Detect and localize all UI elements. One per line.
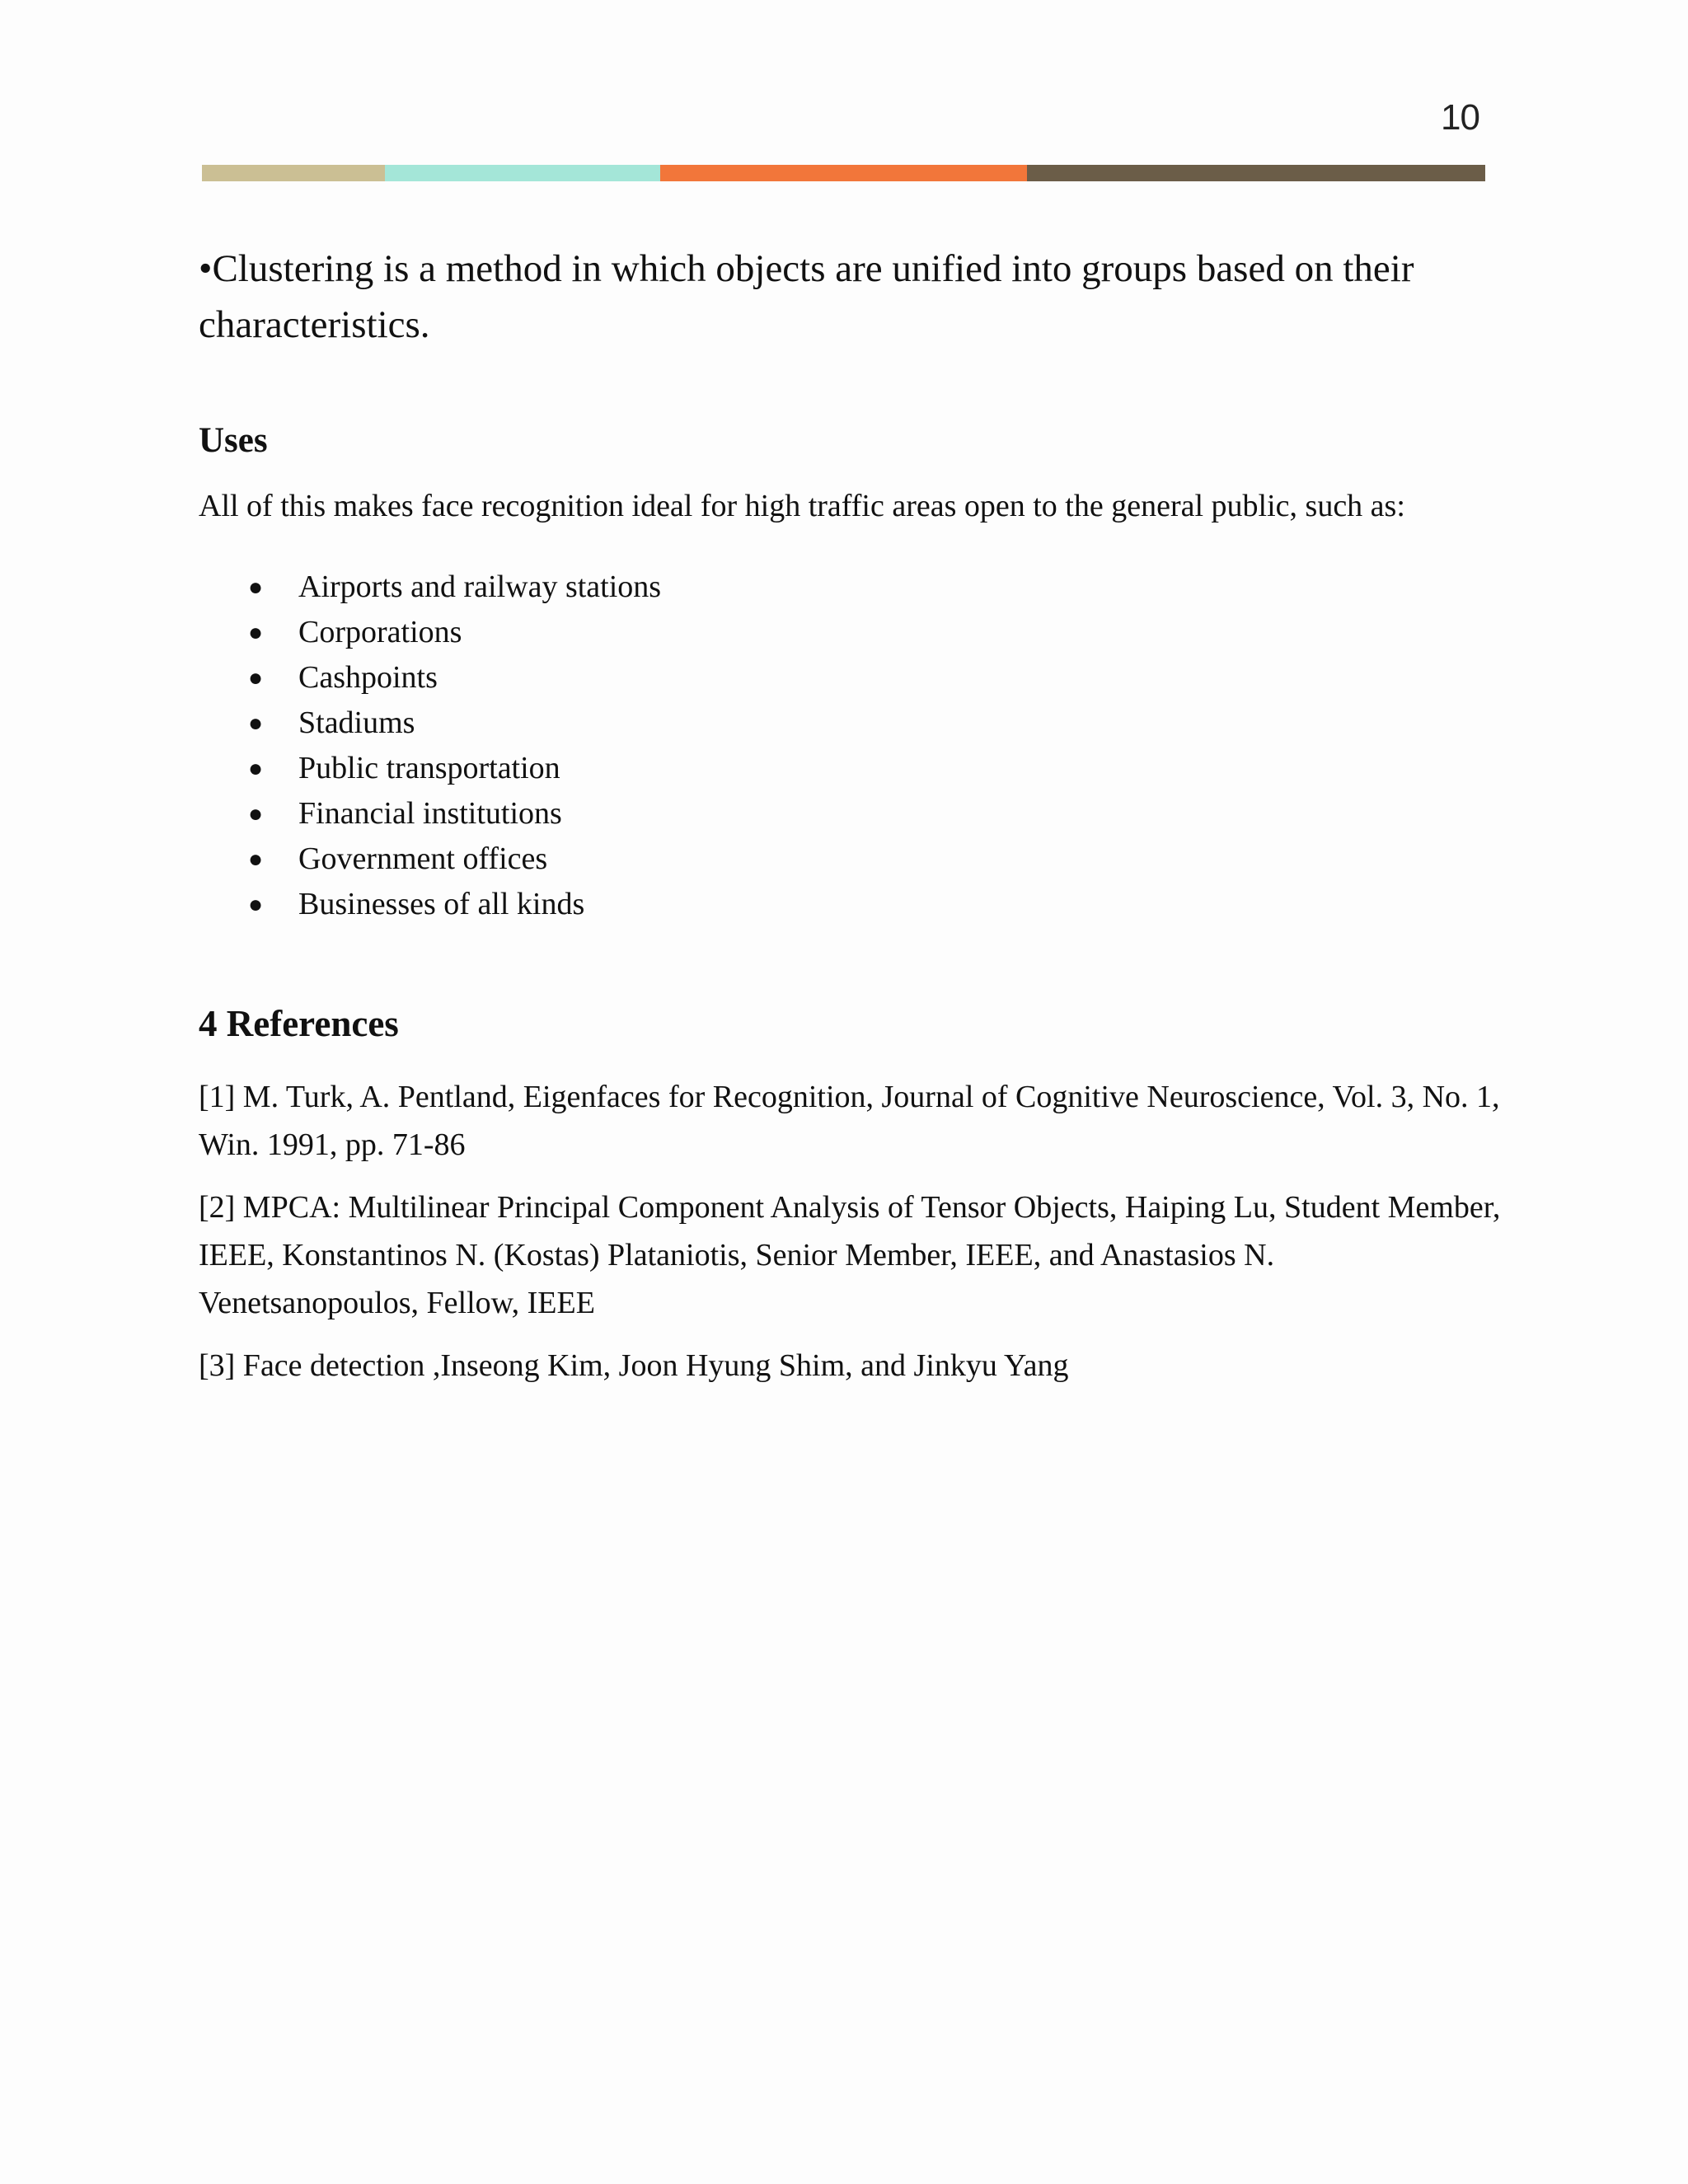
bullet-icon: ● [248, 710, 264, 737]
color-bar-segment-orange [660, 165, 1027, 181]
references-list [199, 1073, 1501, 1404]
list-item-text: Financial institutions [298, 796, 562, 831]
list-item [199, 610, 661, 655]
list-item-text: Cashpoints [298, 660, 438, 695]
uses-list [199, 565, 661, 927]
list-item [199, 791, 661, 837]
list-item-text: Stadiums [298, 705, 415, 740]
list-item [199, 882, 661, 927]
color-bar-segment-mint [385, 165, 660, 181]
list-item-text: Government offices [298, 841, 548, 876]
page-content [199, 241, 1501, 1383]
color-bar-segment-brown [1027, 165, 1485, 181]
bullet-icon: ● [248, 574, 264, 601]
list-item [199, 655, 661, 701]
references-heading: 4 References [199, 1003, 399, 1044]
bullet-icon: ● [248, 619, 264, 646]
bullet-icon: ● [248, 664, 264, 691]
intro-paragraph: •Clustering is a method in which objects are unified into groups based on their characteristics. [199, 247, 1414, 346]
list-item [199, 701, 661, 746]
list-item-text: Airports and railway stations [298, 569, 662, 604]
header-color-bar [202, 165, 1485, 181]
bullet-icon: ● [248, 755, 264, 782]
bullet-icon: ● [248, 846, 264, 873]
reference-item: [1] M. Turk, A. Pentland, Eigenfaces for Recognition, Journal of Cognitive Neuroscience, Vol. 3, No. 1, Win. 1991, pp. 71-86 [199, 1080, 1500, 1162]
reference-item: [2] MPCA: Multilinear Principal Component Analysis of Tensor Objects, Haiping Lu, Student Member, IEEE, Konstantinos N. (Kostas) Plataniotis, Senior Member, IEEE, and Anastasios N. Venetsanopoulos, Fellow, IEEE [199, 1190, 1501, 1320]
list-item [199, 746, 661, 791]
list-item-text: Businesses of all kinds [298, 887, 585, 921]
list-item-text: Corporations [298, 615, 462, 649]
uses-heading: Uses [199, 421, 268, 460]
color-bar-segment-tan [202, 165, 385, 181]
page-number: 10 [1441, 97, 1479, 138]
bullet-icon: ● [248, 891, 264, 918]
reference-item: [3] Face detection ,Inseong Kim, Joon Hyung Shim, and Jinkyu Yang [199, 1348, 1069, 1383]
bullet-icon: ● [248, 800, 264, 827]
list-item-text: Public transportation [298, 751, 560, 785]
uses-paragraph: All of this makes face recognition ideal for high traffic areas open to the general public, such as: [199, 489, 1405, 523]
list-item [199, 565, 661, 610]
list-item [199, 837, 661, 882]
